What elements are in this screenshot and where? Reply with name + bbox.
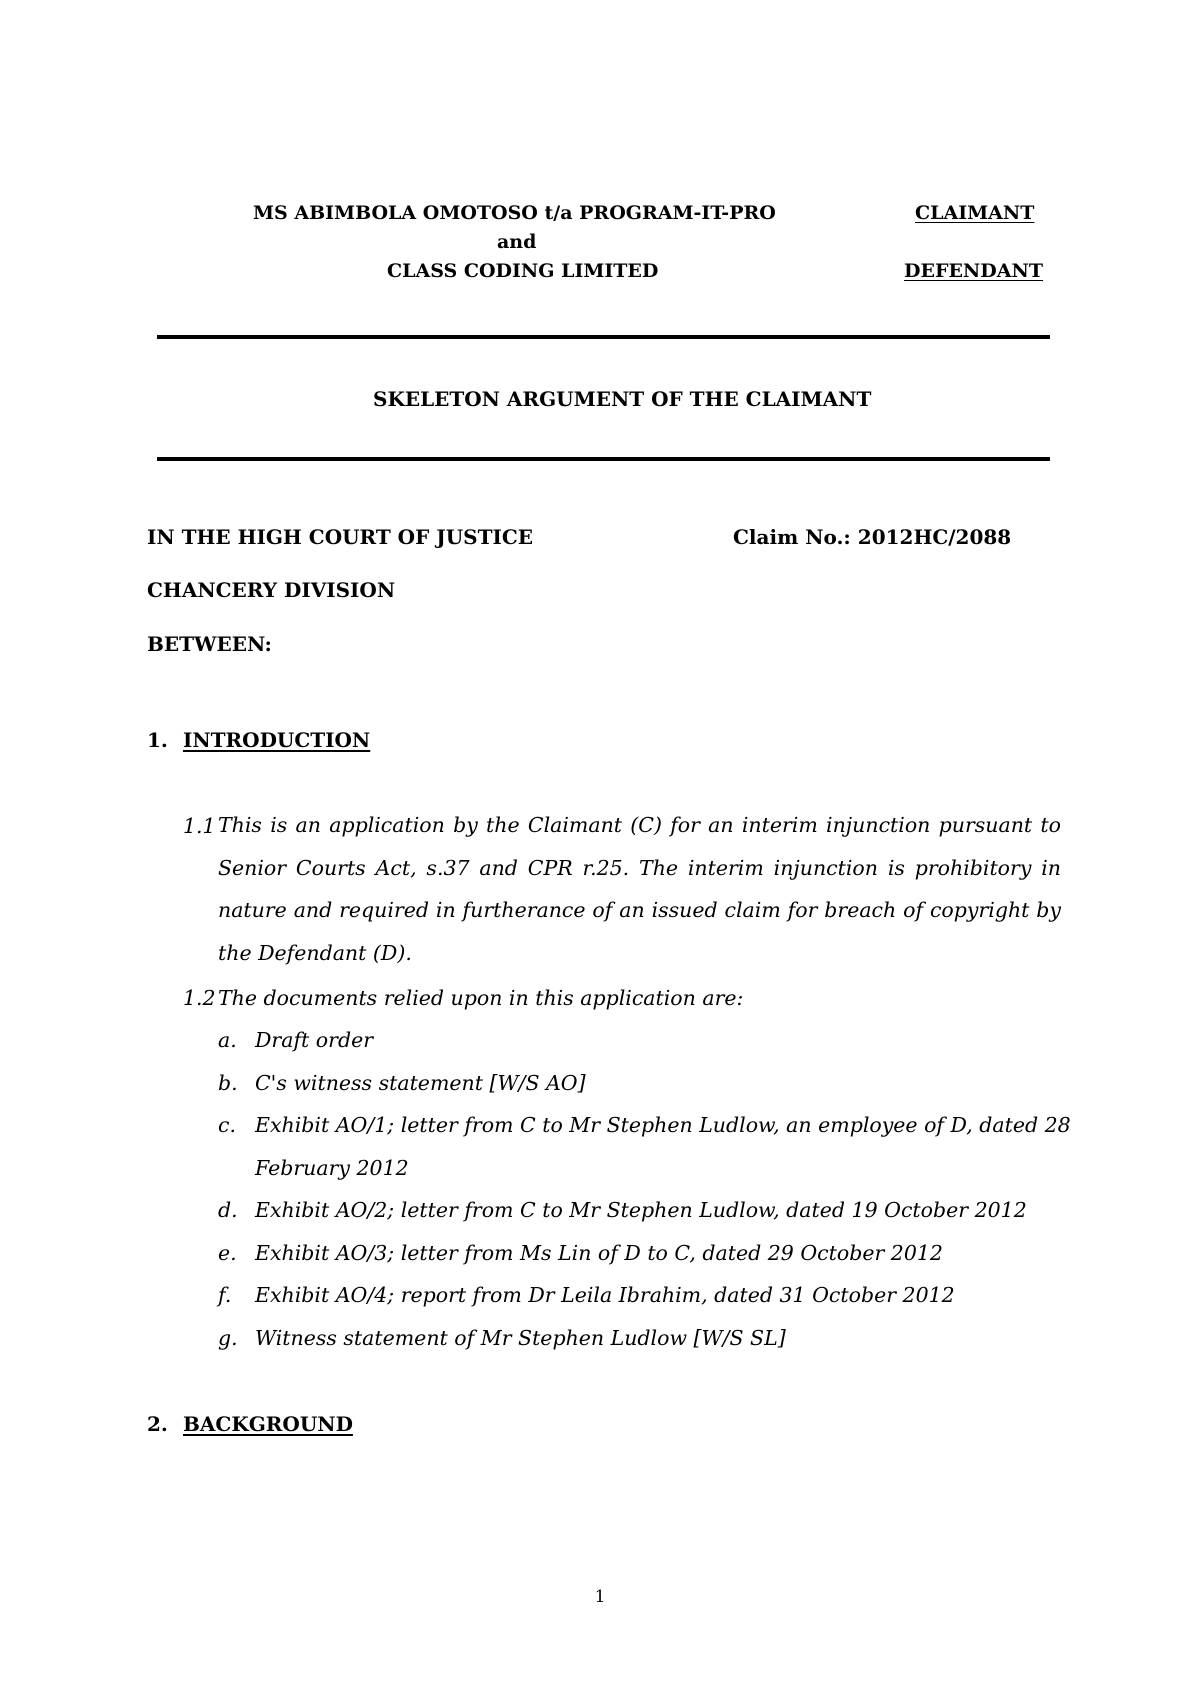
- list-item: Exhibit AO/2; letter from C to Mr Stephen Ludlow, dated 19 October 2012: [255, 1198, 1027, 1222]
- court-name: IN THE HIGH COURT OF JUSTICE: [147, 525, 534, 549]
- defendant-name: CLASS CODING LIMITED: [387, 260, 659, 282]
- paragraph-1-2-number: 1.2: [183, 986, 216, 1010]
- claimant-name: MS ABIMBOLA OMOTOSO t/a PROGRAM-IT-PRO: [253, 202, 776, 224]
- claim-number: Claim No.: 2012HC/2088: [733, 525, 1012, 549]
- list-item: Exhibit AO/4; report from Dr Leila Ibrahim, dated 31 October 2012: [255, 1283, 955, 1307]
- and-text: and: [497, 231, 537, 253]
- claimant-role: CLAIMANT: [915, 202, 1035, 224]
- list-item-letter: f.: [218, 1283, 232, 1307]
- list-item-letter: a.: [218, 1028, 237, 1052]
- list-item-letter: e.: [218, 1241, 237, 1265]
- list-item-letter: d.: [218, 1198, 238, 1222]
- section-2-number: 2.: [147, 1412, 168, 1436]
- list-item: Witness statement of Mr Stephen Ludlow [W/S SL]: [255, 1326, 786, 1350]
- paragraph-1-1-text: This is an application by the Claimant (C) for an interim injunction pursuant to Senior Courts Act, s.37 and CPR r.25. The interim injunction is prohibitory in nature and required in furtherance of an issued claim for breach of copyright by the Defendant (D).: [218, 813, 1061, 965]
- list-item-letter: c.: [218, 1113, 236, 1137]
- list-item-letter: g.: [218, 1326, 238, 1350]
- paragraph-1-2-text: The documents relied upon in this application are:: [218, 986, 744, 1010]
- top-rule: [157, 335, 1050, 339]
- list-item-continuation: February 2012: [255, 1156, 409, 1180]
- list-item: Draft order: [255, 1028, 373, 1052]
- section-2-heading: BACKGROUND: [183, 1412, 353, 1436]
- list-item: Exhibit AO/1; letter from C to Mr Stephen Ludlow, an employee of D, dated 28: [255, 1113, 1071, 1137]
- court-division: CHANCERY DIVISION: [147, 578, 396, 602]
- document-title: SKELETON ARGUMENT OF THE CLAIMANT: [373, 387, 872, 411]
- bottom-rule: [157, 457, 1050, 461]
- section-1-number: 1.: [147, 728, 168, 752]
- list-item: C's witness statement [W/S AO]: [255, 1071, 586, 1095]
- page-number: 1: [594, 1587, 606, 1607]
- between-label: BETWEEN:: [147, 632, 272, 656]
- defendant-role: DEFENDANT: [904, 260, 1044, 282]
- paragraph-1-1-number: 1.1: [183, 814, 216, 838]
- section-1-heading: INTRODUCTION: [183, 728, 371, 752]
- list-item-letter: b.: [218, 1071, 238, 1095]
- list-item: Exhibit AO/3; letter from Ms Lin of D to C, dated 29 October 2012: [255, 1241, 943, 1265]
